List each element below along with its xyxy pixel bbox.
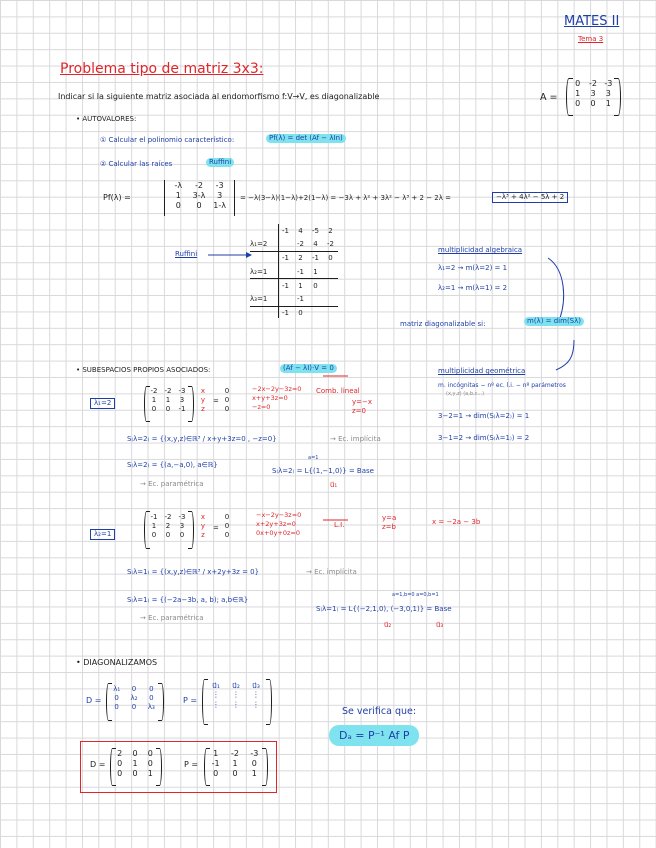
l2-solution-line: y=−x xyxy=(352,398,373,406)
d-generic-cell: 0 xyxy=(114,693,119,702)
p-generic-cell: ⋮ xyxy=(232,699,240,709)
ruffini-cell: 4 xyxy=(313,239,318,248)
l2-matrix xyxy=(147,387,189,413)
mult-alg-line-1: λ₁=2 → m(λ=2) = 1 xyxy=(438,264,508,272)
ruffini-cell: 2 xyxy=(298,254,303,263)
l2-param: S₍λ=2₎ = {(a,−a,0), a∈ℝ} xyxy=(127,461,218,469)
ruffini-row xyxy=(250,265,338,279)
l2-basis-vector: u⃗₁ xyxy=(330,481,338,489)
d-result-label: D = xyxy=(90,760,106,769)
l1-matrix-cell: 2 xyxy=(165,521,171,530)
p-result-cell: 0 xyxy=(232,769,238,778)
poly-matrix-cell: 0 xyxy=(175,201,181,210)
p-result-cell: 0 xyxy=(251,759,257,768)
d-generic-label: D = xyxy=(86,696,102,705)
poly-matrix-cell: -2 xyxy=(195,181,203,190)
p-generic-label: P = xyxy=(183,696,198,705)
l2-matrix-cell: 0 xyxy=(151,404,157,413)
l2-equation: x+y+3z=0 xyxy=(252,393,288,402)
matrix-a-cell: -3 xyxy=(604,79,613,88)
p-generic-cell: ⋮ xyxy=(212,690,220,700)
mult-alg-line-2: λ₂=1 → m(λ=1) = 2 xyxy=(438,284,508,292)
ruffini-cell: 0 xyxy=(298,309,303,318)
d-generic-matrix xyxy=(108,685,160,711)
l2-system-note: Comb. lineal xyxy=(316,387,360,395)
p-result-cell: -1 xyxy=(211,759,220,768)
p-generic-matrix xyxy=(206,681,266,709)
d-generic-cell: 0 xyxy=(149,685,154,693)
poly-matrix-cell: 0 xyxy=(196,201,202,210)
l2-matrix-right-paren xyxy=(188,386,194,422)
ruffini-cell: 1 xyxy=(313,267,318,276)
d-result-cell: 0 xyxy=(117,759,123,768)
l2-basis-top: a=1 xyxy=(308,455,319,461)
p-result-cell: 1 xyxy=(251,769,257,778)
matrix-a-cell: 1 xyxy=(605,99,611,108)
ruffini-cell: -1 xyxy=(282,309,289,318)
ruffini-cell: 0 xyxy=(313,281,318,290)
matrix-a-label: A = xyxy=(540,92,558,103)
matrix-a-cell: 0 xyxy=(575,79,581,88)
matrix-a-cell: 1 xyxy=(575,89,581,98)
l1-matrix-cell: -1 xyxy=(150,513,158,521)
mult-geo-line-2: 3−1=2 → dim(S₍λ=1₎) = 2 xyxy=(438,434,530,442)
mult-geo-title: multiplicidad geométrica xyxy=(438,367,526,375)
l1-solution xyxy=(382,514,396,533)
ruffini-table xyxy=(250,224,338,320)
l1-implicit-note: → Ec. implícita xyxy=(306,568,357,576)
p-generic-cell: ⋮ xyxy=(232,690,240,700)
p-result-cell: 0 xyxy=(213,769,219,778)
matrix-a-cell: 3 xyxy=(590,89,596,98)
l2-equals: = xyxy=(213,397,219,405)
course-title: MATES II xyxy=(564,14,620,29)
d-generic-cell: 0 xyxy=(131,685,137,693)
l2-zero-vector xyxy=(222,387,232,413)
poly-matrix-cell: 3 xyxy=(217,191,223,200)
ruffini-vertical-line xyxy=(278,224,279,318)
p-generic-right-paren xyxy=(266,679,272,725)
l1-zero-entry: 0 xyxy=(224,530,230,539)
subespacios-heading: • SUBESPACIOS PROPIOS ASOCIADOS: xyxy=(76,366,211,374)
l2-matrix-cell: -2 xyxy=(150,387,158,395)
l1-basis-vector-2: u⃗₃ xyxy=(436,621,444,629)
matrix-a-cell: -2 xyxy=(589,79,597,88)
p-result-cell: -3 xyxy=(250,749,259,758)
l1-zero-entry: 0 xyxy=(224,513,230,521)
l1-basis-top: a=1,b=0 a=0,b=1 xyxy=(392,592,439,598)
ruffini-cell: -1 xyxy=(297,295,304,304)
poly-expansion: = −λ(3−λ)(1−λ)+2(1−λ) = −3λ + λ² + 3λ² − λ³ + 2 − 2λ = xyxy=(240,194,451,202)
matrix-a-cell: 3 xyxy=(605,89,611,98)
ruffini-row xyxy=(250,307,338,320)
ruffini-cell: -2 xyxy=(297,239,304,248)
ruffini-cell: 4 xyxy=(298,226,303,235)
ruffini-cell: -1 xyxy=(312,254,319,263)
l1-zero-entry: 0 xyxy=(224,521,230,530)
ruffini-root: λ₃=1 xyxy=(250,295,268,304)
l2-matrix-cell: 1 xyxy=(151,395,157,404)
d-result-cell: 0 xyxy=(117,769,123,778)
l2-matrix-cell: -1 xyxy=(178,404,186,413)
mult-geo-connector xyxy=(556,340,574,370)
ruffini-cell: -2 xyxy=(327,239,334,248)
ruffini-cell: 1 xyxy=(298,281,303,290)
d-result-cell: 1 xyxy=(132,759,138,768)
l2-zero-entry: 0 xyxy=(224,387,230,395)
l2-equation: −z=0 xyxy=(252,402,271,411)
mult-alg-connector xyxy=(548,258,564,318)
d-generic-cell: λ₂ xyxy=(130,693,138,702)
l2-zero-entry: 0 xyxy=(224,395,230,404)
l1-vector-entry: y xyxy=(200,521,206,530)
diag-condition: matriz diagonalizable si: xyxy=(400,320,486,328)
l1-vector xyxy=(198,513,208,539)
l2-label: λ₁=2 xyxy=(90,398,115,409)
l2-matrix-cell: 0 xyxy=(165,404,171,413)
l1-matrix-cell: 0 xyxy=(179,530,185,539)
matrix-a-cell: 0 xyxy=(575,99,581,108)
l1-label: λ₂=1 xyxy=(90,529,115,540)
p-result-cell: 1 xyxy=(213,749,219,758)
poly-matrix-cell: -3 xyxy=(215,181,224,190)
l1-implicit: S₍λ=1₎ = {(x,y,z)∈ℝ³ / x+2y+3z = 0} xyxy=(127,568,260,576)
p-result-label: P = xyxy=(184,760,199,769)
diag-condition-highlight: m(λ) = dim(Sλ) xyxy=(524,317,584,326)
mult-geo-line-1: 3−2=1 → dim(S₍λ=2₎) = 1 xyxy=(438,412,530,420)
l1-vector-entry: z xyxy=(201,530,205,539)
p-result-cell: 1 xyxy=(232,759,238,768)
d-result-cell: 0 xyxy=(147,759,153,768)
p-result-matrix xyxy=(206,749,264,779)
poly-matrix-cell: 1-λ xyxy=(213,201,227,210)
l2-matrix-cell: 3 xyxy=(179,395,185,404)
ruffini-cell: 2 xyxy=(328,226,333,235)
ruffini-row xyxy=(250,237,338,251)
ruffini-cell: -1 xyxy=(282,254,289,263)
ruffini-cell: -1 xyxy=(282,226,289,235)
problem-title: Problema tipo de matriz 3x3: xyxy=(60,61,264,77)
p-generic-cell: ⋮ xyxy=(252,699,260,709)
l2-vector xyxy=(198,387,208,413)
poly-matrix-cell: 3-λ xyxy=(192,191,206,200)
step2-text: ② Calcular las raíces xyxy=(100,160,173,168)
d-result-cell: 0 xyxy=(132,769,138,778)
problem-statement: Indicar si la siguiente matriz asociada al endomorfismo f:V→V, es diagonalizable xyxy=(58,92,380,101)
l2-implicit-note: → Ec. implícita xyxy=(330,435,381,443)
ruffini-cell: 0 xyxy=(328,254,333,263)
l2-vector-entry: z xyxy=(201,404,205,413)
l1-system-note: L.I. xyxy=(334,521,345,529)
step2-highlight: Ruffini xyxy=(206,158,234,167)
l2-basis: S₍λ=2₎ = L{(1,−1,0)} = Base xyxy=(272,467,374,475)
d-result-cell: 1 xyxy=(147,769,153,778)
poly-label: Pf(λ) = xyxy=(103,193,131,202)
l1-matrix-cell: 1 xyxy=(151,521,157,530)
l1-basis-vector-1: u⃗₂ xyxy=(384,621,392,629)
l1-matrix-cell: -2 xyxy=(164,513,172,521)
autovalores-heading: • AUTOVALORES: xyxy=(76,115,137,123)
l1-param: S₍λ=1₎ = {(−2a−3b, a, b); a,b∈ℝ} xyxy=(127,596,249,604)
ruffini-root: λ₁=2 xyxy=(250,239,268,248)
l2-implicit: S₍λ=2₎ = {(x,y,z)∈ℝ³ / x+y+3z=0 , −z=0} xyxy=(127,435,277,443)
d-generic-cell: 0 xyxy=(131,702,137,711)
l1-equals: = xyxy=(213,524,219,532)
ruffini-label: Ruffini xyxy=(175,250,198,258)
d-result-cell: 0 xyxy=(147,749,153,758)
d-generic-right-paren xyxy=(158,683,164,721)
ruffini-row xyxy=(250,292,338,306)
l1-zero-vector xyxy=(222,513,232,539)
d-generic-cell: 0 xyxy=(149,693,154,702)
l1-equation: 0x+0y+0z=0 xyxy=(256,528,300,537)
d-result-right-paren xyxy=(156,748,162,786)
p-result-cell: -2 xyxy=(231,749,239,758)
l1-matrix xyxy=(147,513,189,539)
d-generic-cell: λ₁ xyxy=(113,685,121,693)
l1-solution-line: z=b xyxy=(382,523,396,532)
l2-zero-entry: 0 xyxy=(224,404,230,413)
subespacios-formula: (Af − λI)·V = 0 xyxy=(280,364,337,373)
verify-formula: Dₐ = P⁻¹ Af P xyxy=(329,725,419,746)
poly-matrix-cell: -λ xyxy=(174,181,183,190)
ruffini-cell: -5 xyxy=(312,226,319,235)
l2-vector-entry: x xyxy=(200,387,206,395)
l2-system xyxy=(252,385,301,411)
d-result-cell: 2 xyxy=(117,749,123,758)
p-generic-cell: u⃗₂ xyxy=(232,681,240,690)
matrix-a-cell: 0 xyxy=(590,99,596,108)
mult-geo-sub: (x,y,z) (a,b,c...) xyxy=(446,391,485,397)
l2-vector-entry: y xyxy=(200,395,206,404)
l1-matrix-cell: 0 xyxy=(165,530,171,539)
ruffini-row xyxy=(250,279,338,292)
l1-param-note: → Ec. paramétrica xyxy=(140,614,204,622)
poly-matrix-cell: 1 xyxy=(175,191,181,200)
d-result-matrix xyxy=(112,749,158,779)
l1-equation: x+2y+3z=0 xyxy=(256,519,296,528)
p-generic-cell: ⋮ xyxy=(252,690,260,700)
l1-basis: S₍λ=1₎ = L{(−2,1,0), (−3,0,1)} = Base xyxy=(316,605,452,613)
diag-heading: • DIAGONALIZAMOS xyxy=(76,658,158,667)
ruffini-cell: -1 xyxy=(282,281,289,290)
l2-param-note: → Ec. paramétrica xyxy=(140,480,204,488)
l1-matrix-right-paren xyxy=(188,511,194,549)
l1-vector-entry: x xyxy=(200,513,206,521)
p-result-right-paren xyxy=(262,748,268,786)
ruffini-row xyxy=(250,224,338,237)
l2-solution-line: z=0 xyxy=(352,407,366,416)
l1-solution-line: y=a xyxy=(382,514,397,522)
step1-text: ① Calcular el polinomio característico: xyxy=(100,136,235,144)
d-result-cell: 0 xyxy=(132,749,138,758)
topic-label: Tema 3 xyxy=(578,35,604,43)
d-generic-cell: 0 xyxy=(114,702,119,711)
l2-matrix-cell: 1 xyxy=(165,395,171,404)
mult-geo-formula: m. incógnitas − nº ec. l.i. − nº parámetros xyxy=(438,382,566,389)
p-generic-cell: u⃗₃ xyxy=(252,681,260,690)
l1-system xyxy=(256,511,301,537)
d-generic-cell: λ₃ xyxy=(147,702,155,711)
l2-equation: −2x−2y−3z=0 xyxy=(252,385,302,393)
poly-result: −λ³ + 4λ² − 5λ + 2 xyxy=(492,192,568,203)
ruffini-root: λ₂=1 xyxy=(250,267,268,276)
l2-solution xyxy=(352,398,372,417)
step1-formula: Pf(λ) = det (Af − λIn) xyxy=(266,134,346,143)
verify-text: Se verifica que: xyxy=(342,706,417,717)
mult-alg-title: multiplicidad algebraica xyxy=(438,246,523,254)
ruffini-row xyxy=(250,252,338,265)
l2-matrix-cell: -3 xyxy=(178,387,186,395)
p-generic-cell: u⃗₁ xyxy=(212,681,220,690)
l1-matrix-cell: 3 xyxy=(179,521,185,530)
l1-equation: −x−2y−3z=0 xyxy=(256,511,302,519)
l2-matrix-cell: -2 xyxy=(164,387,172,395)
l1-matrix-cell: 0 xyxy=(151,530,157,539)
ruffini-cell: -1 xyxy=(297,267,304,276)
p-generic-cell: ⋮ xyxy=(212,699,220,709)
l1-solution-x: x = −2a − 3b xyxy=(432,518,481,526)
l1-matrix-cell: -3 xyxy=(178,513,186,521)
